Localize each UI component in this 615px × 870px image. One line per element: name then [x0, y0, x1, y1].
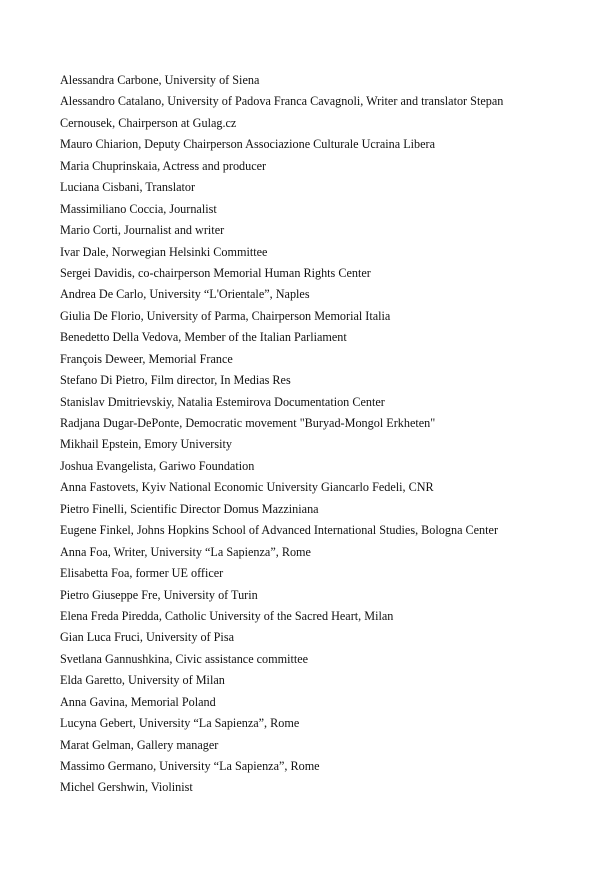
list-line: Joshua Evangelista, Gariwo Foundation [60, 458, 255, 473]
list-line: Alessandra Carbone, University of Siena [60, 73, 260, 87]
list-line: Michel Gershwin, Violinist [60, 780, 193, 795]
list-line: Benedetto Della Vedova, Member of the Italian Parliament [60, 330, 347, 345]
list-line: François Deweer, Memorial France [60, 351, 233, 366]
list-line: Ivar Dale, Norwegian Helsinki Committee [60, 244, 268, 259]
list-line: Eugene Finkel, Johns Hopkins School of Advanced International Studies, Bologna Center [60, 523, 499, 538]
list-line: Luciana Cisbani, Translator [60, 180, 196, 195]
list-line: Mauro Chiarion, Deputy Chairperson Associazione Culturale Ucraina Libera [60, 137, 435, 152]
list-line: Anna Foa, Writer, University “La Sapienza”, Rome [60, 544, 311, 559]
list-line: Giulia De Florio, University of Parma, Chairperson Memorial Italia [60, 308, 391, 323]
list-line: Massimo Germano, University “La Sapienza”, Rome [60, 759, 320, 773]
list-line: Gian Luca Fruci, University of Pisa [60, 630, 234, 645]
list-line: Marat Gelman, Gallery manager [60, 737, 219, 752]
list-line: Andrea De Carlo, University “L'Orientale”, Naples [60, 287, 310, 302]
list-line: Sergei Davidis, co-chairperson Memorial Human Rights Center [60, 265, 371, 280]
list-line: Anna Gavina, Memorial Poland [60, 694, 216, 709]
list-line: Lucyna Gebert, University “La Sapienza”, Rome [60, 716, 300, 731]
list-line: Massimiliano Coccia, Journalist [60, 201, 217, 216]
list-line: Stefano Di Pietro, Film director, In Medias Res [60, 373, 291, 388]
list-line: Radjana Dugar-DePonte, Democratic movement "Buryad-Mongol Erkheten" [60, 416, 436, 430]
list-line: Mikhail Epstein, Emory University [60, 437, 232, 452]
list-line: Alessandro Catalano, University of Padova Franca Cavagnoli, Writer and translator Stepan [60, 94, 504, 109]
list-line: Elda Garetto, University of Milan [60, 673, 225, 688]
list-line: Mario Corti, Journalist and writer [60, 223, 225, 238]
list-line: Pietro Finelli, Scientific Director Domus Mazziniana [60, 501, 319, 516]
signatory-list [60, 70, 605, 799]
list-line: Maria Chuprinskaia, Actress and producer [60, 158, 267, 173]
list-line: Anna Fastovets, Kyiv National Economic University Giancarlo Fedeli, CNR [60, 480, 434, 495]
list-line: Elena Freda Piredda, Catholic University of the Sacred Heart, Milan [60, 608, 394, 623]
list-line: Svetlana Gannushkina, Civic assistance committee [60, 651, 309, 666]
list-line: Cernousek, Chairperson at Gulag.cz [60, 115, 237, 130]
list-line: Stanislav Dmitrievskiy, Natalia Estemirova Documentation Center [60, 394, 385, 409]
list-line: Pietro Giuseppe Fre, University of Turin [60, 587, 258, 602]
list-line: Elisabetta Foa, former UE officer [60, 566, 224, 581]
